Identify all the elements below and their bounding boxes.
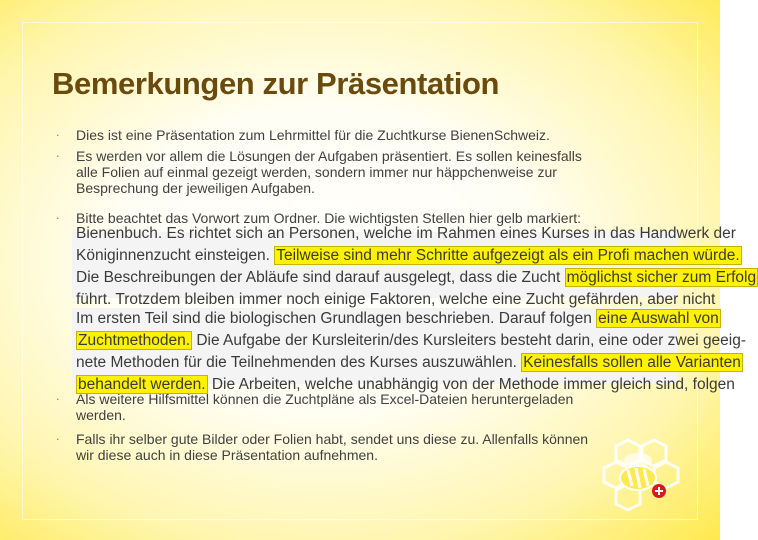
bienenschweiz-logo (598, 438, 684, 518)
excerpt-line (76, 330, 747, 352)
bullet-line: Besprechung der jeweiligen Aufgaben. (76, 180, 315, 196)
bullet-line: Es werden vor allem die Lösungen der Aufgaben präsentiert. Es sollen keinesfalls (76, 148, 582, 164)
bullet-line: wir diese auch in diese Präsentation aufnehmen. (76, 447, 378, 463)
preface-excerpt-1 (72, 225, 757, 308)
excerpt-line (76, 308, 719, 330)
bullet-line: Bitte beachtet das Vorwort zum Ordner. Die wichtigsten Stellen hier gelb markiert: (76, 210, 582, 226)
bullet-line: Falls ihr selber gute Bilder oder Folien habt, sendet uns diese zu. Allenfalls können (76, 431, 589, 447)
highlight: Zuchtmethoden. (78, 332, 191, 349)
bullet-line: Als weitere Hilfsmittel können die Zuchtpläne als Excel-Dateien heruntergeladen (76, 391, 574, 407)
highlight: eine Auswahl von (598, 310, 719, 327)
slide-title: Bemerkungen zur Präsentation (52, 66, 500, 101)
excerpt-text: Königinnenzucht einsteigen. (76, 247, 270, 264)
bullet-marker: · (56, 129, 60, 142)
bullet-line: Dies ist eine Präsentation zum Lehrmittel für die Zuchtkurse BienenSchweiz. (76, 127, 550, 143)
excerpt-line (76, 352, 741, 374)
highlight: Teilweise sind mehr Schritte aufgezeigt als ein Profi machen würde. (276, 247, 740, 264)
bullet-marker: · (56, 212, 60, 225)
excerpt-line: Bienenbuch. Es richtet sich an Personen, welche im Rahmen eines Kurses in das Handwerk der (76, 225, 736, 242)
highlight: möglichst sicher zum Erfolg (566, 269, 757, 286)
highlight: Keinesfalls sollen alle Varianten (523, 354, 741, 371)
excerpt-text: Die Arbeiten, welche unabhängig von der Methode immer gleich sind, folgen (211, 376, 735, 393)
bullet-2 (76, 148, 656, 196)
bullet-line: alle Folien auf einmal gezeigt werden, sondern immer nur häppchenweise zur (76, 164, 557, 180)
excerpt-text: nete Methoden für die Teilnehmenden des Kurses auszuwählen. (76, 354, 517, 371)
swiss-cross-icon (652, 484, 666, 498)
bullet-marker: · (56, 433, 60, 446)
excerpt-text: Die Aufgabe der Kursleiterin/des Kursleiters besteht darin, eine oder zwei geeig- (196, 332, 747, 349)
bullet-4 (76, 391, 656, 423)
excerpt-line (76, 267, 757, 289)
excerpt-line (76, 245, 740, 267)
preface-excerpt-2 (72, 308, 747, 393)
excerpt-text: Im ersten Teil sind die biologischen Grundlagen beschrieben. Darauf folgen (76, 310, 592, 327)
bullet-1 (76, 127, 656, 143)
excerpt-line: führt. Trotzdem bleiben immer noch einige Faktoren, welche eine Zucht gefährden, aber nicht (76, 291, 716, 308)
bullet-5 (76, 431, 656, 463)
bullet-line: werden. (76, 407, 126, 423)
excerpt-text: Die Beschreibungen der Abläufe sind darauf ausgelegt, dass die Zucht (76, 269, 561, 286)
highlight: behandelt werden. (78, 376, 206, 393)
bullet-marker: · (56, 393, 60, 406)
bullet-marker: · (56, 150, 60, 163)
